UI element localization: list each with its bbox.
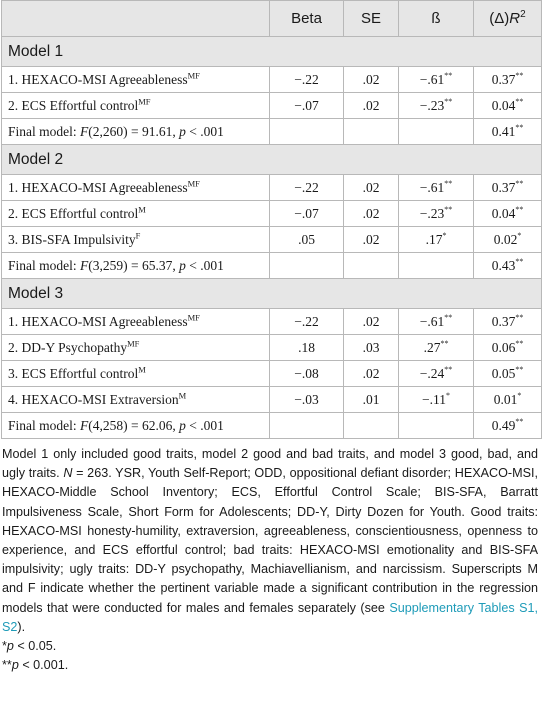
supplementary-tables-link[interactable]: Supplementary Tables S1, S2: [2, 600, 538, 634]
empty-cell: [344, 413, 399, 439]
empty-cell: [344, 119, 399, 145]
std-beta-cell: .17*: [399, 227, 474, 253]
se-cell: .02: [344, 361, 399, 387]
std-beta-cell: −.61**: [399, 175, 474, 201]
model-title: Model 3: [2, 279, 542, 309]
final-r2-cell: 0.43**: [474, 253, 542, 279]
table-row: [2, 335, 542, 361]
r2-cell: 0.37**: [474, 309, 542, 335]
header-variable: [2, 1, 270, 37]
std-beta-cell: −.11*: [399, 387, 474, 413]
se-cell: .03: [344, 335, 399, 361]
r2-cell: 0.37**: [474, 175, 542, 201]
se-cell: .02: [344, 201, 399, 227]
r2-cell: 0.37**: [474, 67, 542, 93]
predictor-cell: 3. BIS-SFA Impulsivity$^F$: [2, 227, 270, 253]
final-model-cell: Final model: F(2,260) = 91.61, p < .001: [2, 119, 270, 145]
regression-table: [1, 0, 542, 439]
empty-cell: [399, 413, 474, 439]
std-beta-cell: −.61**: [399, 309, 474, 335]
r2-cell: 0.06**: [474, 335, 542, 361]
table-row: [2, 361, 542, 387]
r2-cell: 0.05**: [474, 361, 542, 387]
se-cell: .02: [344, 67, 399, 93]
final-r2-cell: 0.49**: [474, 413, 542, 439]
se-cell: .02: [344, 227, 399, 253]
beta-cell: −.22: [270, 67, 344, 93]
predictor-cell: 4. HEXACO-MSI Extraversion$^M$: [2, 387, 270, 413]
predictor-cell: 3. ECS Effortful control$^M$: [2, 361, 270, 387]
beta-cell: .05: [270, 227, 344, 253]
section-row-1: [2, 37, 542, 67]
model-title: Model 2: [2, 145, 542, 175]
beta-cell: −.22: [270, 309, 344, 335]
header-beta: Beta: [270, 1, 344, 37]
final-r2-cell: 0.41**: [474, 119, 542, 145]
section-row-2: [2, 145, 542, 175]
beta-cell: −.03: [270, 387, 344, 413]
header-std-beta: ß: [399, 1, 474, 37]
empty-cell: [270, 413, 344, 439]
predictor-cell: 1. HEXACO-MSI Agreeableness$^{MF}$: [2, 309, 270, 335]
predictor-cell: 1. HEXACO-MSI Agreeableness$^{MF}$: [2, 67, 270, 93]
r2-cell: 0.02*: [474, 227, 542, 253]
predictor-cell: 2. ECS Effortful control$^M$: [2, 201, 270, 227]
r2-cell: 0.04**: [474, 201, 542, 227]
std-beta-cell: −.23**: [399, 93, 474, 119]
beta-cell: −.07: [270, 201, 344, 227]
empty-cell: [270, 253, 344, 279]
table-row: [2, 201, 542, 227]
table-row: [2, 387, 542, 413]
std-beta-cell: −.24**: [399, 361, 474, 387]
footnote-2: **p < 0.001.: [2, 658, 69, 673]
r2-cell: 0.04**: [474, 93, 542, 119]
std-beta-cell: .27**: [399, 335, 474, 361]
empty-cell: [270, 119, 344, 145]
table-header-row: [2, 1, 542, 37]
beta-cell: .18: [270, 335, 344, 361]
section-row-3: [2, 279, 542, 309]
std-beta-cell: −.61**: [399, 67, 474, 93]
table-row: [2, 93, 542, 119]
beta-cell: −.08: [270, 361, 344, 387]
se-cell: .02: [344, 175, 399, 201]
final-model-row: [2, 413, 542, 439]
std-beta-cell: −.23**: [399, 201, 474, 227]
model-title: Model 1: [2, 37, 542, 67]
se-cell: .02: [344, 93, 399, 119]
predictor-cell: 2. DD-Y Psychopathy$^{MF}$: [2, 335, 270, 361]
se-cell: .01: [344, 387, 399, 413]
footnote-1: *p < 0.05.: [2, 639, 57, 654]
table-note: Model 1 only included good traits, model 2 good and bad traits, and model 3 good, bad, and ugly traits. N = 263. YSR, Youth Self-Report; ODD, oppositional defiant disorder; HEXACO-MSI, HEXACO-Middle School Inventory; ECS, Effortful Control Scale; BIS-SFA, Barratt Impulsiveness Scale, Short Form for Adolescents; DD-Y, Dirty Dozen for Youth. Good traits: HEXACO-MSI honesty-humility, extraversion, agreeableness, conscientiousness, openness to experience, and ECS effortful control; bad traits: HEXACO-MSI emotionality and BIS-SFA impulsivity; ugly traits: DD-Y psychopathy, Machiavellianism, and narcissism. Superscripts M and F indicate whether the pertinent variable made a significant contribution in the regression models that were conducted for males and females separately (see Supplementary Tables S1, S2).: [2, 447, 538, 634]
beta-cell: −.22: [270, 175, 344, 201]
empty-cell: [344, 253, 399, 279]
r2-cell: 0.01*: [474, 387, 542, 413]
empty-cell: [399, 119, 474, 145]
header-r2: $(\Delta)R^2$: [474, 1, 542, 37]
se-cell: .02: [344, 309, 399, 335]
final-model-cell: Final model: F(4,258) = 62.06, p < .001: [2, 413, 270, 439]
table-row: [2, 309, 542, 335]
header-se: SE: [344, 1, 399, 37]
table-row: [2, 67, 542, 93]
table-row: [2, 227, 542, 253]
empty-cell: [399, 253, 474, 279]
table-row: [2, 175, 542, 201]
beta-cell: −.07: [270, 93, 344, 119]
predictor-cell: 2. ECS Effortful control$^{MF}$: [2, 93, 270, 119]
final-model-cell: Final model: F(3,259) = 65.37, p < .001: [2, 253, 270, 279]
final-model-row: [2, 253, 542, 279]
final-model-row: [2, 119, 542, 145]
predictor-cell: 1. HEXACO-MSI Agreeableness$^{MF}$: [2, 175, 270, 201]
